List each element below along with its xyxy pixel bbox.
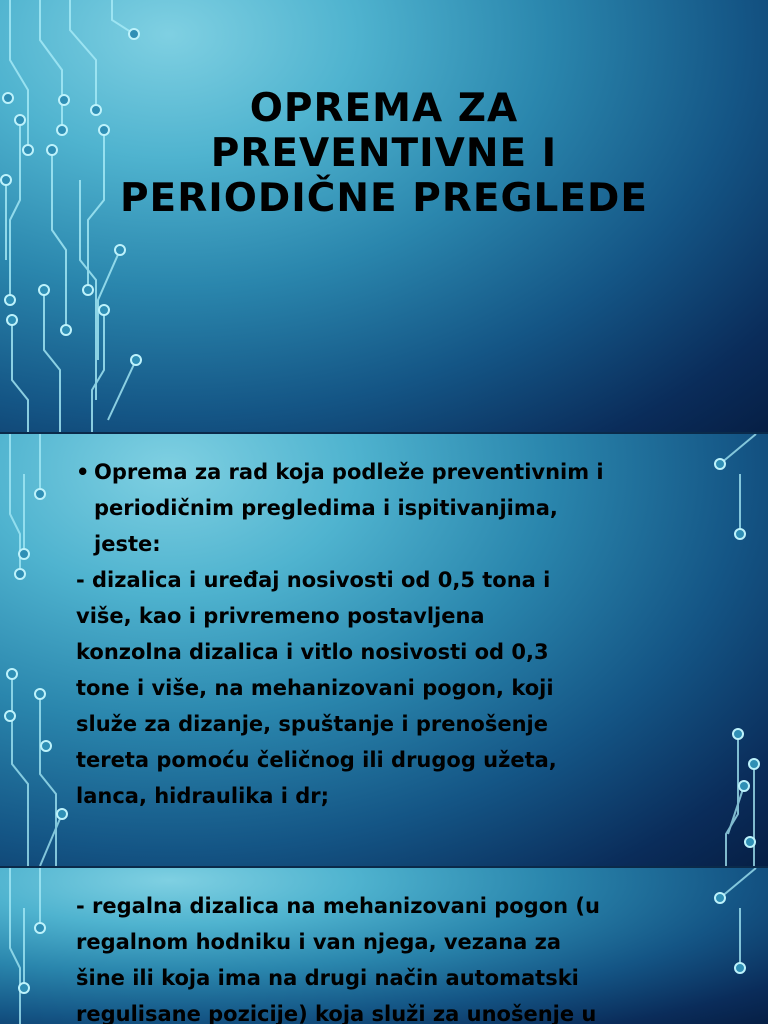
- paragraph-line: regalnom hodniku i van njega, vezana za: [76, 930, 562, 954]
- paragraph-line: tereta pomoću čeličnog ili drugog užeta,: [76, 748, 557, 772]
- slide-body: [76, 454, 716, 814]
- paragraph-line: lanca, hidraulika i dr;: [76, 784, 330, 808]
- paragraph-line: služe za dizanje, spuštanje i prenošenje: [76, 712, 548, 736]
- bullet-symbol: •: [76, 460, 90, 484]
- title-slide: [0, 0, 768, 432]
- paragraph-line: - regalna dizalica na mehanizovani pogon (u: [76, 894, 600, 918]
- content-slide: [0, 434, 768, 866]
- slide-body: [76, 888, 716, 1024]
- title-line: PREVENTIVNE I: [210, 131, 558, 176]
- bullet-item: [76, 454, 716, 562]
- paragraph: [76, 562, 716, 814]
- bullet-line: jeste:: [94, 532, 161, 556]
- paragraph-line: tone i više, na mehanizovani pogon, koji: [76, 676, 554, 700]
- title-line: PERIODIČNE PREGLEDE: [119, 176, 649, 221]
- paragraph-line: - dizalica i uređaj nosivosti od 0,5 tona i: [76, 568, 551, 592]
- content-slide-2: [0, 868, 768, 1024]
- bullet-line: periodičnim pregledima i ispitivanjima,: [94, 496, 558, 520]
- slide-title: [0, 86, 768, 221]
- bullet-line: Oprema za rad koja podleže preventivnim i: [94, 460, 604, 484]
- paragraph-line: šine ili koja ima na drugi način automatski: [76, 966, 579, 990]
- paragraph-line: više, kao i privremeno postavljena: [76, 604, 485, 628]
- paragraph-line: regulisane pozicije) koja služi za unošenje u: [76, 1002, 597, 1024]
- title-line: OPREMA ZA: [249, 86, 519, 131]
- paragraph-line: konzolna dizalica i vitlo nosivosti od 0,3: [76, 640, 549, 664]
